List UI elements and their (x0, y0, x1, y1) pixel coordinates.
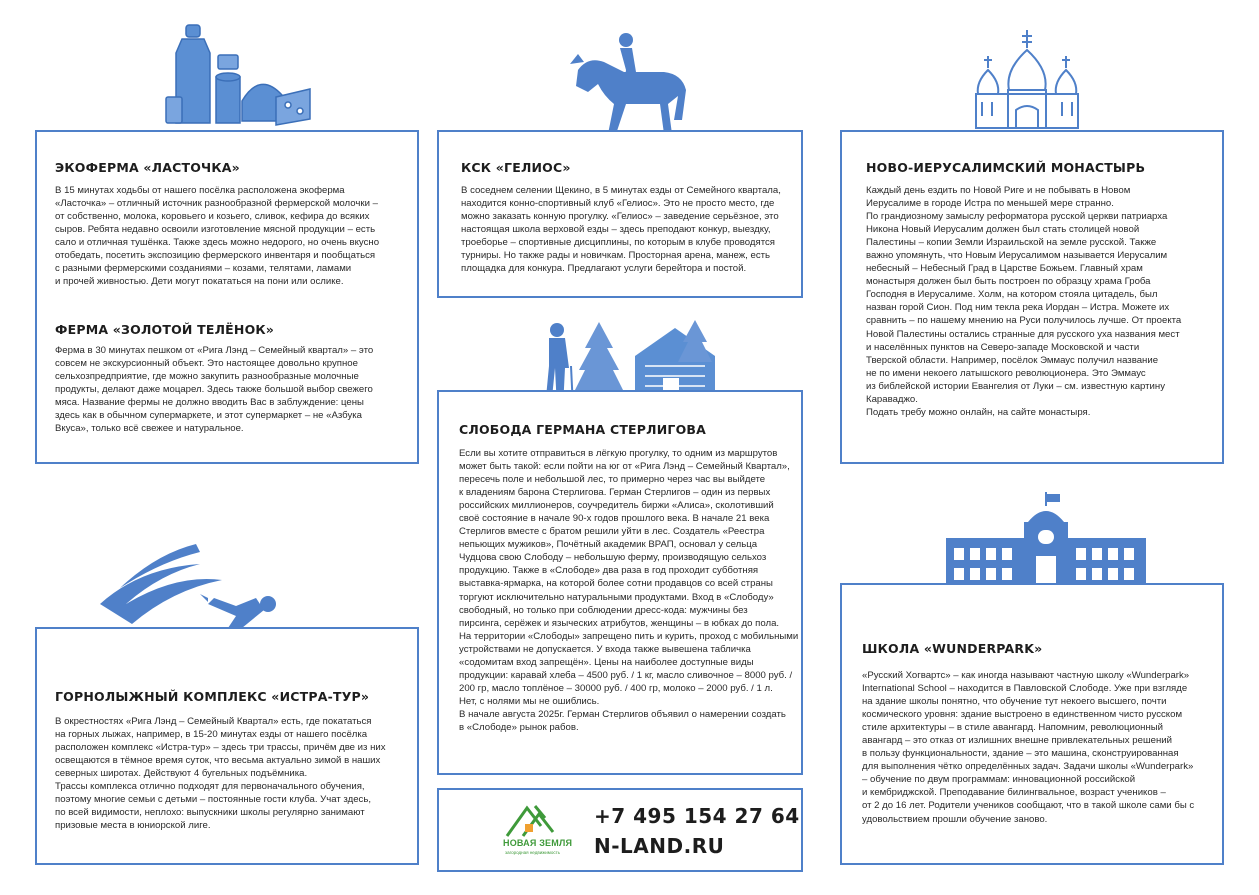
dairy-products-icon (158, 15, 318, 135)
sloboda-card (437, 390, 803, 775)
ksk-card (437, 130, 803, 298)
horse-rider-icon (548, 30, 693, 145)
sloboda-title: СЛОБОДА ГЕРМАНА СТЕРЛИГОВА (459, 422, 706, 437)
ksk-title: КСК «ГЕЛИОС» (461, 160, 571, 175)
ski-text: В окрестностях «Рига Лэнд – Семейный Квартал» есть, где покататься на горных лыжах, например, в 15-20 минутах езды от нашего посёлка расположен комплекс «Истра-тур» – здесь три трассы, причём две из них освещаются в тёмное время суток, что весьма актуально зимой в наших северных широтах. Действуют 4 бугельных подъёмника. Трассы комплекса отлично подходят для первоначального обучения, поэтому многие семьи с детьми – постоянные гости клуба. Учат здесь, по всей видимости, неплохо: выпускники школы регулярно занимают призовые места в юниорской лиге. (55, 716, 386, 832)
school-text: «Русский Хогвартс» – как иногда называют частную школу «Wunderpark» International School – находится в Павловской Слободе. Уже при взгляде на здание школы понятно, что обучение тут некоего высшего, почти космического уровня: здание выстроено в единственном чисто русском стиле архитектуры – в стиле авангард. Напомним, революционный авангард – это отказ от излишних внешне привлекательных решений в пользу функциональности, здание – это машина, сконструированная для выполнения чётко определённых задач. Задачи школы «Wunderpark» – обучение по двум программам: инновационной российской и кембриджской. Преподавание билингвальное, возраст учеников – от 2 до 16 лет. Родители учеников сообщают, что в такой школе сами бы с удовольствием прошли обучение заново. (862, 670, 1195, 825)
school-building-icon (942, 492, 1150, 592)
monastery-card (840, 130, 1224, 464)
calf-farm-text: Ферма в 30 минутах пешком от «Рига Лэнд – Семейный квартал» – это совсем не экскурсионный объект. Это настоящее довольно крупное сельхозпредприятие, где можно закупить разнообразные молочные продукты, делают даже моцарел. Здесь также большой выбор свежего мяса. Название фермы не должно вводить Вас в заблуждение: цены здесь как в обычном супермаркете, и этот супермаркет – не «Азбука Вкуса», только всё свежее и натуральное. (55, 345, 374, 435)
monastery-text: Каждый день ездить по Новой Риге и не побывать в Новом Иерусалиме в городе Истра по меньшей мере странно. По грандиозному замыслу реформатора русской церкви патриарха Никона Новый Иерусалим должен был стать столицей новой Палестины – копии Земли Израильской на земле русской. Также важно упомянуть, что Новым Иерусалимом называется Иерусалим небесный – Небесный Град в Царстве Божьем. Главный храм монастыря должен был быть построен по образцу храма Гроба Господня в Иерусалиме. Холм, на котором стояла цитадель, был назван горой Сион. Под ним текла река Иордан – Истра. Можете их сравнить – по нашему мнению на Руси получилось лучше. От проекта Новой Палестины остались странные для русского уха названия мест и населённых пунктов на Северо-западе Московской и части Тверской области. Например, посёлок Эммаус получил название не по имени некоего латышского революционера. Это Эммаус из библейской истории Евангелия от Луки – см. известную картину Караваджо. Подать требу можно онлайн, на сайте монастыря. (866, 185, 1182, 418)
ski-title: ГОРНОЛЫЖНЫЙ КОМПЛЕКС «ИСТРА-ТУР» (55, 689, 370, 704)
logo-name: НОВАЯ ЗЕМЛЯ (503, 838, 573, 848)
ski-card (35, 627, 419, 865)
school-card (840, 583, 1224, 865)
ksk-text: В соседнем селении Щекино, в 5 минутах езды от Семейного квартала, находится конно-спортивный клуб «Гелиос». Это не просто место, где можно заказать конную прогулку. «Гелиос» – заведение серьёзное, это настоящая школа верховой езды – здесь преподают конкур, выездку, троеборье – спортивные дисциплины, по которым в клубе проводятся турниры. Но также рады и новичкам. Просторная арена, манеж, есть площадка для конкура. Предлагают услуги берейтора и постой. (461, 185, 781, 275)
church-domes-icon (968, 28, 1086, 132)
sloboda-text: Если вы хотите отправиться в лёгкую прогулку, то одним из маршрутов может быть такой: если пойти на юг от «Рига Лэнд – Семейный Квартал», пересечь поле и небольшой лес, то примерно через час вы выйдете к владениям барона Стерлигова. Герман Стерлигов – один из первых российских миллионеров, соучредитель биржи «Алиса», сколотивший своё состояние в начале 90-х годов прошлого века. В начале 21 века Стерлигов вместе с братом решили уйти в лес. Создатель «Реестра непьющих мужиков», Почётный академик ВРАП, основал у сельца Чудцова свою Слободу – небольшую ферму, производящую сельхоз продукцию. Также в «Слободе» два раза в год проходит субботняя выставка-ярмарка, на которой более сотни продавцов со всей страны торгуют исключительно натуральными продуктами. Вход в «Слободу» свободный, но только при соблюдении дресс-кода: мужчины без пирсинга, серёжек и языческих атрибутов, женщины – в юбках до пола. На территории «Слободы» запрещено пить и курить, проход с мобильными устройствами не допускается. У входа также вывешена табличка «содомитам вход запрещён». Цены на наиболее доступные виды продукции: каравай хлеба – 4500 руб. / 1 кг, масло сливочное – 8000 руб. / 200 гр, масло топлёное – 30000 руб. / 400 гр, молоко – 2000 руб. / 1 л. Нет, с нолями мы не ошиблись. В начале августа 2025г. Герман Стерлигов объявил о намерении создать в «Слободе» рынок рабов. (459, 448, 799, 733)
logo-tagline: загородная недвижимость (505, 850, 561, 855)
website-link[interactable]: N-LAND.RU (594, 834, 725, 858)
calf-farm-title: ФЕРМА «ЗОЛОТОЙ ТЕЛЁНОК» (55, 322, 275, 337)
ecofarm-text: В 15 минутах ходьбы от нашего посёлка расположена экоферма «Ласточка» – отличный источник разнообразной фермерской молочки – от собственно, молока, коровьего и козьего, сливок, кефира до всяких сыров. Ребята недавно освоили изготовление мясной продукции – есть сало и отличная тушёнка. Также здесь можно недорого, но очень вкусно отобедать, посетить экспозицию фермерского инвентаря и пообщаться с разными фермерскими созданиями – козами, телятами, ламами и прочей живностью. Дети могут покататься на пони или ослике. (55, 185, 380, 288)
ecofarm-card (35, 130, 419, 464)
contact-box (437, 788, 803, 872)
ecofarm-title: ЭКОФЕРМА «ЛАСТОЧКА» (55, 160, 240, 175)
phone-number[interactable]: +7 495 154 27 64 (594, 804, 800, 828)
monastery-title: НОВО-ИЕРУСАЛИМСКИЙ МОНАСТЫРЬ (866, 160, 1146, 175)
school-title: ШКОЛА «WUNDERPARK» (862, 641, 1043, 656)
